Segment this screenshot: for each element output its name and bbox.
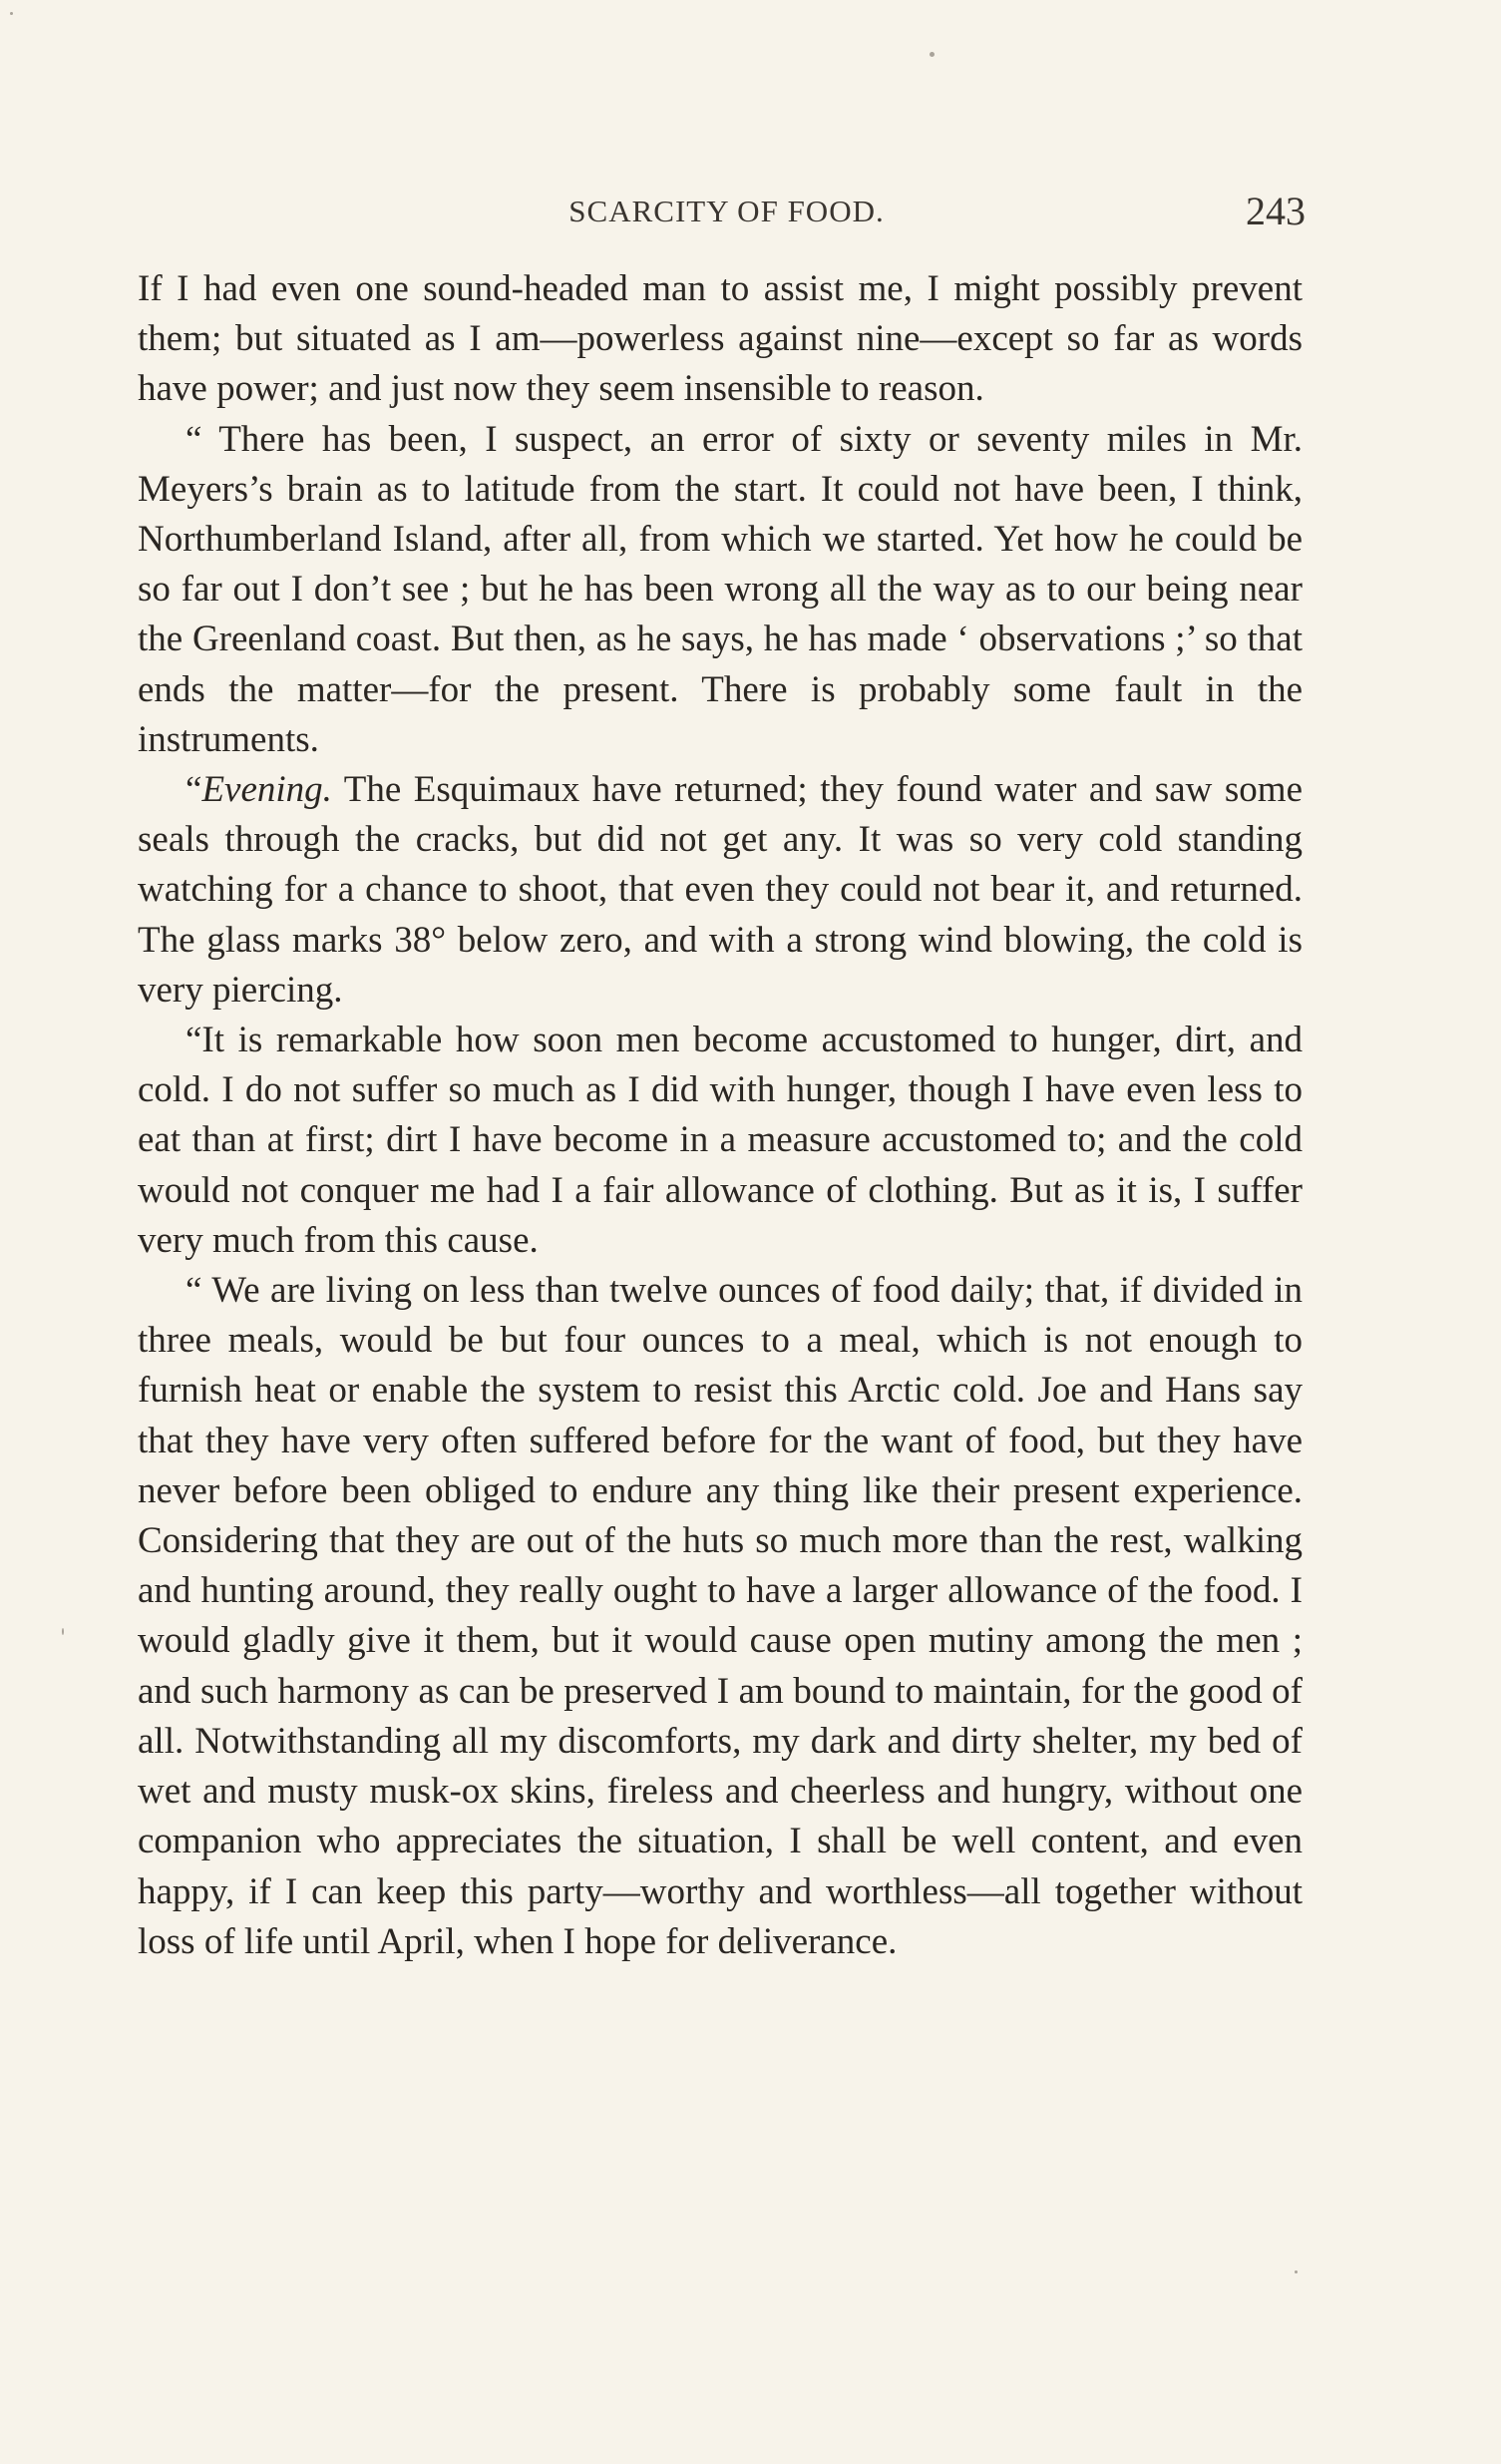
paragraph-text: If I had even one sound-headed man to assist me, I might possibly prevent them; but situated as I am—powerless against nine—except so far as words have power; and just now they seem insensible to reason. [138, 268, 1303, 410]
paragraph-text: “ There has been, I suspect, an error of sixty or seventy miles in Mr. Meyers’s brain as to latitude from the start. It could not have been, I think, Northumberland Island, after all, from which we started. Yet how he could be so far out I don’t see ; but he has been wrong all the way as to our being near the Greenland coast. But then, as he says, he has made ‘ observations ;’ so that ends the matter—for the present. There is probably some fault in the instruments. [138, 418, 1303, 760]
paragraph-1 [138, 264, 1303, 415]
paragraph-text: “ We are living on less than twelve ounces of food daily; that, if divided in three meals, would be but four ounces to a meal, which is not enough to furnish heat or enable the system to resist this Arctic cold. Joe and Hans say that they have very often suffered before for the want of food, but they have never before been obliged to endure any thing like their present experience. Considering that they are out of the huts so much more than the rest, walking and hunting around, they really ought to have a larger allowance of the food. I would gladly give it them, but it would cause open mutiny among the men ; and such harmony as can be preserved I am bound to maintain, for the good of all. Notwithstanding all my discomforts, my dark and dirty shelter, my bed of wet and musty musk-ox skins, fireless and cheerless and hungry, without one companion who appreciates the situation, I shall be well content, and even happy, if I can keep this party—worthy and worthless—all together without loss of life until April, when I hope for deliverance. [138, 1270, 1303, 1962]
paragraph-2 [138, 415, 1303, 765]
page-number: 243 [1246, 189, 1306, 233]
evening-entry-label: Evening. [201, 769, 332, 811]
print-speck [10, 12, 13, 15]
opening-quote: “ [186, 769, 202, 811]
body-text [138, 264, 1303, 1967]
paragraph-text: The Esquimaux have returned; they found water and saw some seals through the cracks, but did not get any. It was so very cold standing watching for a chance to shoot, that even they could not bear it, and returned. The glass marks 38° below zero, and with a strong wind blowing, the cold is very piercing. [138, 769, 1303, 1011]
paragraph-3 [138, 765, 1303, 1016]
running-title: SCARCITY OF FOOD. [568, 194, 885, 228]
page-header [136, 188, 1317, 247]
paragraph-5 [138, 1266, 1303, 1967]
print-speck [930, 52, 935, 57]
paragraph-4 [138, 1016, 1303, 1266]
print-speck [1295, 2270, 1298, 2273]
print-speck [62, 1628, 64, 1635]
paragraph-text: “It is remarkable how soon men become accustomed to hunger, dirt, and cold. I do not suffer so much as I did with hunger, though I have even less to eat than at first; dirt I have become in a measure accustomed to; and the cold would not conquer me had I a fair allowance of clothing. But as it is, I suffer very much from this cause. [138, 1020, 1303, 1261]
